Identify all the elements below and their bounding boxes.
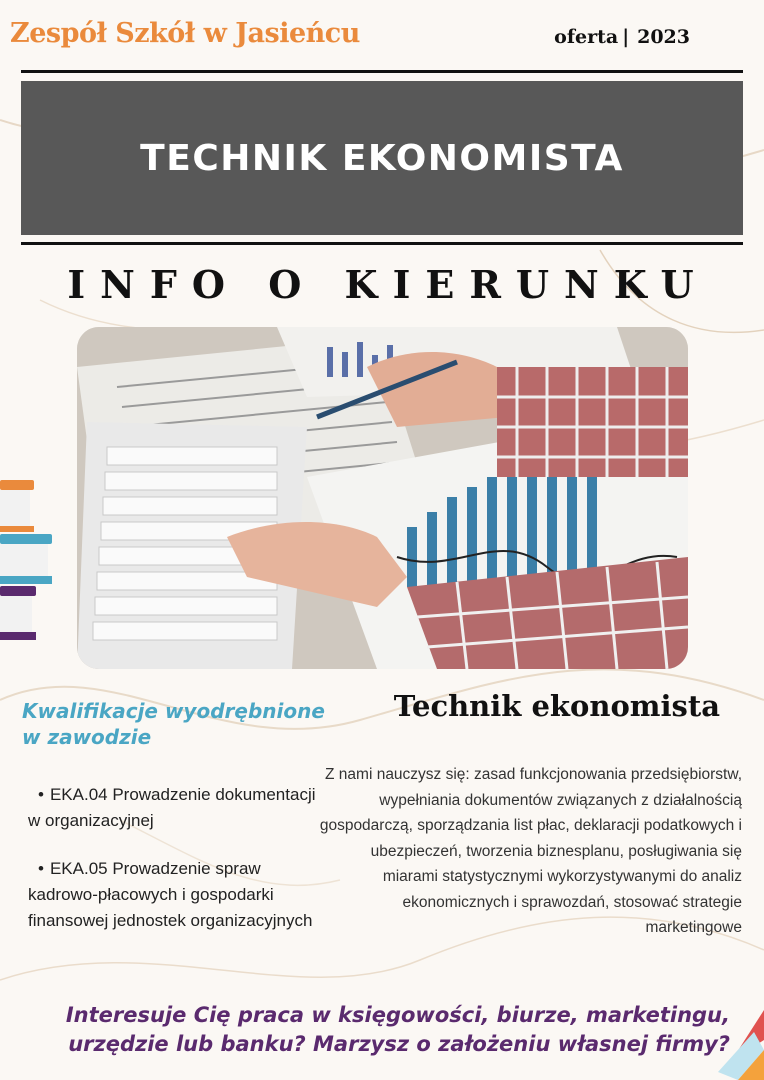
- bullet: •: [38, 785, 44, 804]
- profile-description: Z nami nauczysz się: zasad funkcjonowania przedsiębiorstw, wypełniania dokumentów związanych z działalnością gospodarczą, sporządzania list płac, deklaracji podatkowych i ubezpieczeń, tworzenia biznesplanu, posługiwania się miarami statystycznymi wykorzystywanymi do analiz ekonomicznych i sprawozdań, stosować strategie marketingowe: [319, 766, 742, 936]
- offer-separator: |: [622, 26, 630, 48]
- qualification-item: [28, 782, 328, 834]
- books-decoration: [0, 478, 58, 646]
- qualification-text: EKA.04 Prowadzenie dokumentacji w organizacyjnej: [28, 785, 316, 830]
- qualifications-list: [28, 782, 328, 956]
- profile-title: Technik ekonomista: [393, 689, 720, 723]
- corner-decoration: [698, 1010, 764, 1080]
- school-name: Zespół Szkół w Jasieńcu: [10, 18, 360, 49]
- offer-year: 2023: [637, 26, 690, 48]
- offer-label: [554, 26, 690, 48]
- footer-question: Interesuje Cię praca w księgowości, biurze, marketingu, urzędzie lub banku? Marzysz o założeniu własnej firmy?: [65, 1003, 730, 1056]
- banner-title: TECHNIK EKONOMISTA: [140, 137, 624, 179]
- hero-photo: [77, 327, 688, 669]
- title-banner: [21, 81, 743, 235]
- top-rule: [21, 70, 743, 73]
- qualifications-title: Kwalifikacje wyodrębnione w zawodzie: [22, 699, 325, 749]
- offer-text: oferta: [554, 26, 619, 48]
- qualification-item: [28, 856, 328, 934]
- qualification-text: EKA.05 Prowadzenie spraw kadrowo-płacowych i gospodarki finansowej jednostek organizacyjnych: [28, 859, 313, 930]
- section-heading: INFO O KIERUNKU: [67, 262, 709, 307]
- bullet: •: [38, 859, 44, 878]
- photo-illustration: [77, 327, 688, 669]
- bottom-rule: [21, 242, 743, 245]
